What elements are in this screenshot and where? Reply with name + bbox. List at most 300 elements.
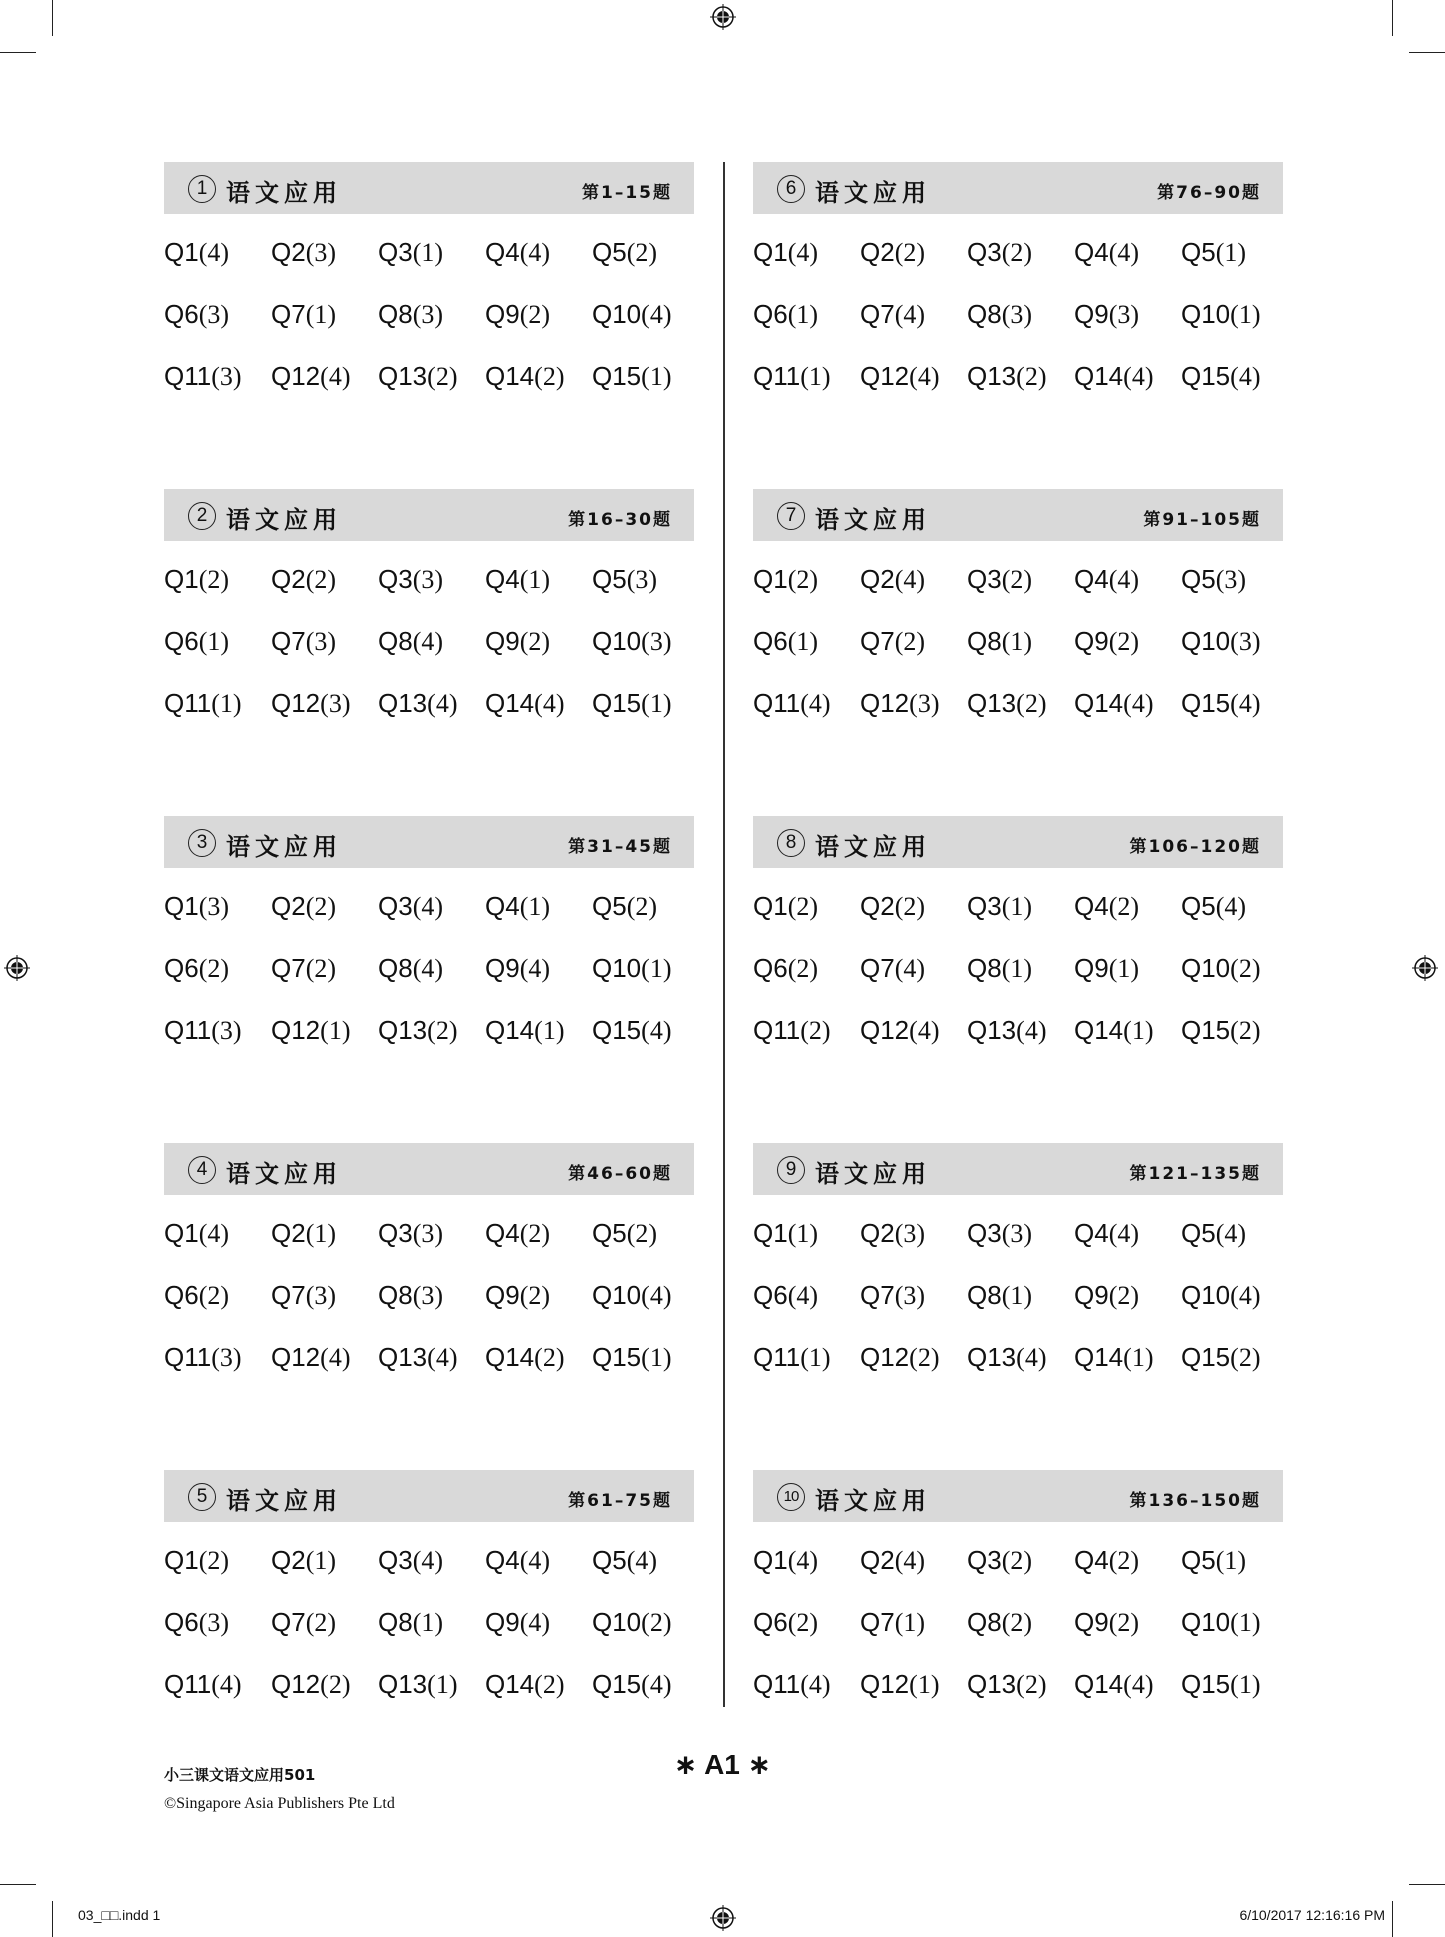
question-number: Q15 <box>1181 1669 1231 1699</box>
answer-item <box>592 296 699 333</box>
answer-item <box>753 1339 860 1376</box>
answer-choice: 4 <box>1024 1016 1038 1045</box>
question-range: 第121–135题 <box>1129 1164 1261 1184</box>
answer-parens: (4) <box>1108 238 1140 267</box>
answer-item <box>1074 685 1181 722</box>
answer-parens: (1) <box>641 689 672 718</box>
question-number: Q14 <box>1074 1015 1124 1045</box>
answer-choice: 2 <box>917 1343 931 1372</box>
answer-item <box>485 358 592 395</box>
question-number: Q14 <box>1074 1669 1124 1699</box>
answer-parens: (1) <box>641 362 672 391</box>
answer-choice: 1 <box>1010 1281 1024 1310</box>
answer-parens: (3) <box>305 238 337 267</box>
answer-choice: 2 <box>207 565 221 594</box>
answer-choice: 2 <box>314 1608 328 1637</box>
answer-parens: (2) <box>641 1608 672 1637</box>
answer-parens: (4) <box>1016 1016 1047 1045</box>
answer-choice: 2 <box>328 1670 342 1699</box>
question-number: Q13 <box>378 1015 428 1045</box>
answer-choice: 2 <box>207 1546 221 1575</box>
question-number: Q11 <box>164 361 212 391</box>
answer-choice: 4 <box>649 1016 663 1045</box>
question-number: Q1 <box>164 1218 199 1248</box>
question-number: Q5 <box>592 564 627 594</box>
answer-parens: (2) <box>1016 1670 1047 1699</box>
answer-choice: 1 <box>1010 627 1024 656</box>
answer-item <box>967 685 1074 722</box>
section-title: 语文应用 <box>815 179 931 207</box>
answer-choice: 4 <box>1238 362 1252 391</box>
question-number: Q12 <box>860 1015 910 1045</box>
question-number: Q3 <box>967 564 1002 594</box>
answer-item <box>378 950 485 987</box>
question-number: Q10 <box>1181 1280 1231 1310</box>
answer-section <box>753 162 1283 395</box>
slug-timestamp: 6/10/2017 12:16:16 PM <box>1239 1907 1385 1923</box>
answer-parens: (4) <box>787 238 819 267</box>
answer-parens: (1) <box>1215 1546 1247 1575</box>
answer-choice: 3 <box>1238 627 1252 656</box>
answer-choice: 4 <box>528 1608 542 1637</box>
question-range: 第46–60题 <box>568 1164 672 1184</box>
question-number: Q6 <box>753 299 788 329</box>
answer-item <box>592 685 699 722</box>
answer-item <box>164 1012 271 1049</box>
question-number: Q6 <box>164 1280 199 1310</box>
answer-parens: (2) <box>198 1281 230 1310</box>
answer-section <box>753 816 1283 1049</box>
answer-item <box>753 1277 860 1314</box>
answer-item <box>271 1012 378 1049</box>
answer-item <box>860 1666 967 1703</box>
question-number: Q8 <box>967 626 1002 656</box>
answer-item <box>1181 1666 1288 1703</box>
question-number: Q6 <box>164 953 199 983</box>
question-number: Q13 <box>378 688 428 718</box>
answer-item <box>271 685 378 722</box>
answer-item <box>485 1542 592 1579</box>
answer-item <box>967 1012 1074 1049</box>
question-number: Q12 <box>271 361 321 391</box>
answer-choice: 3 <box>219 362 233 391</box>
answer-item <box>1074 1339 1181 1376</box>
answer-parens: (4) <box>800 1670 831 1699</box>
answer-item <box>592 561 699 598</box>
section-header <box>164 1143 694 1195</box>
registration-mark-icon <box>710 1905 736 1931</box>
answer-choice: 2 <box>542 1343 556 1372</box>
answer-parens: (1) <box>1123 1343 1154 1372</box>
answer-item <box>271 623 378 660</box>
question-number: Q1 <box>164 237 199 267</box>
answer-item <box>1181 685 1288 722</box>
crop-mark <box>1392 1901 1393 1937</box>
answer-choice: 2 <box>903 238 917 267</box>
answer-parens: (3) <box>198 1608 230 1637</box>
section-title: 语文应用 <box>815 1160 931 1188</box>
answer-parens: (3) <box>320 689 351 718</box>
answer-parens: (1) <box>412 1608 444 1637</box>
answer-parens: (4) <box>412 627 444 656</box>
slug-filename: 03_□□.indd 1 <box>78 1907 161 1923</box>
answer-item <box>967 1604 1074 1641</box>
question-number: Q13 <box>378 1342 428 1372</box>
answer-parens: (1) <box>1001 892 1033 921</box>
answer-parens: (1) <box>1230 1670 1261 1699</box>
question-number: Q13 <box>967 361 1017 391</box>
crop-mark <box>52 1901 53 1937</box>
answer-parens: (3) <box>412 300 444 329</box>
question-number: Q11 <box>164 1015 212 1045</box>
section-header <box>753 1470 1283 1522</box>
answer-item <box>967 1215 1074 1252</box>
answer-parens: (2) <box>1001 1546 1033 1575</box>
answer-item <box>1074 950 1181 987</box>
question-number: Q3 <box>967 891 1002 921</box>
question-number: Q9 <box>1074 1607 1109 1637</box>
crop-mark <box>1409 1884 1445 1885</box>
question-number: Q10 <box>1181 1607 1231 1637</box>
answer-parens: (4) <box>1123 362 1154 391</box>
answer-choice: 4 <box>207 1219 221 1248</box>
question-range: 第76–90题 <box>1157 183 1261 203</box>
question-number: Q12 <box>271 1669 321 1699</box>
answer-choice: 4 <box>1131 689 1145 718</box>
answer-item <box>860 685 967 722</box>
answer-item <box>485 1666 592 1703</box>
question-number: Q8 <box>378 626 413 656</box>
question-number: Q4 <box>485 564 520 594</box>
answer-choice: 3 <box>649 627 663 656</box>
answer-item <box>164 1277 271 1314</box>
question-number: Q5 <box>1181 1218 1216 1248</box>
answer-parens: (2) <box>787 954 819 983</box>
section-header <box>164 1470 694 1522</box>
answer-item <box>271 1339 378 1376</box>
question-number: Q15 <box>592 1669 642 1699</box>
answer-parens: (3) <box>1230 627 1261 656</box>
answer-choice: 3 <box>314 238 328 267</box>
question-number: Q2 <box>271 1545 306 1575</box>
question-number: Q12 <box>271 688 321 718</box>
answer-item <box>1074 1666 1181 1703</box>
question-number: Q4 <box>485 891 520 921</box>
answer-choice: 4 <box>528 1546 542 1575</box>
question-number: Q1 <box>753 564 788 594</box>
answer-item <box>753 234 860 271</box>
answer-choice: 2 <box>796 892 810 921</box>
answer-item <box>1181 888 1288 925</box>
question-number: Q9 <box>1074 626 1109 656</box>
answer-item <box>860 623 967 660</box>
answer-parens: (3) <box>1001 300 1033 329</box>
answer-choice: 2 <box>1010 565 1024 594</box>
question-number: Q7 <box>860 1280 895 1310</box>
answer-choice: 2 <box>542 1670 556 1699</box>
question-range: 第1–15题 <box>582 183 672 203</box>
question-number: Q7 <box>860 626 895 656</box>
answer-parens: (2) <box>1016 362 1047 391</box>
answer-item <box>967 623 1074 660</box>
answer-section <box>753 489 1283 722</box>
answer-parens: (4) <box>894 1546 926 1575</box>
answer-choice: 1 <box>421 238 435 267</box>
answer-section <box>164 162 694 395</box>
question-number: Q8 <box>967 299 1002 329</box>
answer-choice: 4 <box>917 1016 931 1045</box>
answer-item <box>860 888 967 925</box>
answer-parens: (3) <box>1001 1219 1033 1248</box>
answer-parens: (1) <box>305 1219 337 1248</box>
book-title: 小三课文语文应用501 <box>164 1766 316 1784</box>
question-number: Q4 <box>1074 237 1109 267</box>
question-number: Q4 <box>1074 1545 1109 1575</box>
question-number: Q7 <box>271 1607 306 1637</box>
answer-choice: 4 <box>808 689 822 718</box>
answer-choice: 2 <box>1010 238 1024 267</box>
answer-parens: (2) <box>427 362 458 391</box>
answer-item <box>271 888 378 925</box>
answer-parens: (1) <box>641 1343 672 1372</box>
answer-parens: (1) <box>909 1670 940 1699</box>
answer-item <box>753 888 860 925</box>
answer-choice: 3 <box>219 1016 233 1045</box>
answer-choice: 3 <box>219 1343 233 1372</box>
question-range: 第61–75题 <box>568 1491 672 1511</box>
answer-parens: (1) <box>800 1343 831 1372</box>
answer-choice: 1 <box>808 1343 822 1372</box>
answer-item <box>1074 1542 1181 1579</box>
question-number: Q3 <box>967 1218 1002 1248</box>
answer-item <box>485 234 592 271</box>
answer-item <box>164 1215 271 1252</box>
answer-parens: (3) <box>894 1219 926 1248</box>
answer-item <box>592 1277 699 1314</box>
answer-choice: 4 <box>1131 1670 1145 1699</box>
answer-parens: (1) <box>211 689 242 718</box>
answer-parens: (1) <box>1001 1281 1033 1310</box>
answer-item <box>271 1666 378 1703</box>
copyright: ©Singapore Asia Publishers Pte Ltd <box>164 1795 395 1812</box>
question-number: Q9 <box>485 299 520 329</box>
question-number: Q6 <box>164 1607 199 1637</box>
question-range: 第136–150题 <box>1129 1491 1261 1511</box>
answer-parens: (2) <box>305 1608 337 1637</box>
answer-item <box>967 296 1074 333</box>
answer-parens: (1) <box>305 1546 337 1575</box>
answer-item <box>1181 296 1288 333</box>
answer-parens: (2) <box>519 1281 551 1310</box>
question-number: Q5 <box>592 891 627 921</box>
answer-item <box>592 888 699 925</box>
answer-choice: 2 <box>1117 892 1131 921</box>
answer-choice: 2 <box>796 1608 810 1637</box>
question-number: Q11 <box>753 361 801 391</box>
answer-item <box>1181 1215 1288 1252</box>
answer-choice: 2 <box>314 892 328 921</box>
answer-choice: 4 <box>903 565 917 594</box>
question-number: Q15 <box>592 1015 642 1045</box>
answer-parens: (3) <box>894 1281 926 1310</box>
question-number: Q5 <box>1181 564 1216 594</box>
answer-choice: 4 <box>435 689 449 718</box>
question-number: Q15 <box>1181 1015 1231 1045</box>
answer-parens: (3) <box>211 1016 242 1045</box>
answer-item <box>860 234 967 271</box>
answer-item <box>485 1277 592 1314</box>
answer-item <box>378 1277 485 1314</box>
answer-item <box>1181 358 1288 395</box>
answer-parens: (2) <box>519 300 551 329</box>
answer-parens: (2) <box>198 954 230 983</box>
answer-item <box>271 1277 378 1314</box>
answer-choice: 4 <box>1117 1219 1131 1248</box>
question-number: Q8 <box>967 953 1002 983</box>
answer-parens: (1) <box>787 300 819 329</box>
answer-choice: 1 <box>796 1219 810 1248</box>
answer-item <box>378 358 485 395</box>
question-number: Q3 <box>967 1545 1002 1575</box>
answer-parens: (1) <box>427 1670 458 1699</box>
answer-parens: (2) <box>894 627 926 656</box>
question-number: Q7 <box>860 1607 895 1637</box>
answer-choice: 2 <box>528 300 542 329</box>
answer-item <box>1181 1277 1288 1314</box>
answer-choice: 1 <box>314 300 328 329</box>
answer-parens: (1) <box>534 1016 565 1045</box>
answer-parens: (2) <box>787 892 819 921</box>
section-number: 7 <box>777 502 805 530</box>
answer-item <box>1074 1604 1181 1641</box>
answer-choice: 2 <box>796 954 810 983</box>
answer-choice: 2 <box>903 627 917 656</box>
answer-choice: 2 <box>1024 1670 1038 1699</box>
answer-choice: 1 <box>796 300 810 329</box>
answer-choice: 3 <box>1010 1219 1024 1248</box>
answer-parens: (4) <box>894 954 926 983</box>
answer-item <box>592 1542 699 1579</box>
answer-item <box>164 888 271 925</box>
answer-parens: (3) <box>1108 300 1140 329</box>
answer-choice: 4 <box>903 1546 917 1575</box>
answer-choice: 4 <box>917 362 931 391</box>
answer-item <box>592 358 699 395</box>
answer-item <box>485 1604 592 1641</box>
section-number: 1 <box>188 175 216 203</box>
section-title: 语文应用 <box>226 1487 342 1515</box>
section-title: 语文应用 <box>815 1487 931 1515</box>
question-number: Q4 <box>485 1218 520 1248</box>
question-number: Q1 <box>753 1218 788 1248</box>
answer-parens: (4) <box>412 1546 444 1575</box>
question-number: Q7 <box>271 299 306 329</box>
answer-choice: 2 <box>207 1281 221 1310</box>
answer-choice: 3 <box>1224 565 1238 594</box>
answer-choice: 4 <box>1131 362 1145 391</box>
question-number: Q12 <box>860 688 910 718</box>
answer-item <box>860 1277 967 1314</box>
answer-parens: (2) <box>1108 1608 1140 1637</box>
answer-parens: (4) <box>1215 892 1247 921</box>
answer-parens: (4) <box>320 1343 351 1372</box>
answer-item <box>164 685 271 722</box>
question-number: Q4 <box>1074 564 1109 594</box>
answer-item <box>485 623 592 660</box>
answer-choice: 2 <box>1024 689 1038 718</box>
answer-parens: (1) <box>787 627 819 656</box>
answer-parens: (2) <box>320 1670 351 1699</box>
answer-choice: 2 <box>542 362 556 391</box>
answer-item <box>164 234 271 271</box>
answer-item <box>753 561 860 598</box>
question-number: Q6 <box>164 299 199 329</box>
answer-choice: 4 <box>649 300 663 329</box>
question-number: Q1 <box>753 1545 788 1575</box>
question-number: Q11 <box>164 688 212 718</box>
section-header <box>753 162 1283 214</box>
answer-item <box>271 1215 378 1252</box>
answer-choice: 4 <box>421 892 435 921</box>
registration-mark-icon <box>710 4 736 30</box>
question-number: Q10 <box>592 626 642 656</box>
answer-item <box>1074 888 1181 925</box>
answer-parens: (4) <box>800 689 831 718</box>
answer-item <box>967 358 1074 395</box>
answer-parens: (2) <box>1001 565 1033 594</box>
section-title: 语文应用 <box>815 833 931 861</box>
answer-choice: 2 <box>207 954 221 983</box>
answer-item <box>485 888 592 925</box>
question-number: Q1 <box>164 564 199 594</box>
answer-item <box>1074 234 1181 271</box>
answer-item <box>271 1604 378 1641</box>
answer-choice: 2 <box>903 892 917 921</box>
answer-parens: (2) <box>305 565 337 594</box>
answer-item <box>378 1604 485 1641</box>
section-header <box>753 1143 1283 1195</box>
answer-item <box>164 950 271 987</box>
answer-grid <box>753 1542 1283 1703</box>
answer-parens: (3) <box>412 565 444 594</box>
answer-grid <box>753 888 1283 1049</box>
answer-parens: (3) <box>626 565 658 594</box>
answer-parens: (2) <box>909 1343 940 1372</box>
column-divider <box>723 162 725 1707</box>
answer-choice: 4 <box>528 954 542 983</box>
answer-choice: 2 <box>808 1016 822 1045</box>
answer-choice: 1 <box>1238 1670 1252 1699</box>
answer-grid <box>164 1542 694 1703</box>
answer-choice: 3 <box>917 689 931 718</box>
answer-choice: 1 <box>903 1608 917 1637</box>
question-number: Q10 <box>592 953 642 983</box>
answer-parens: (4) <box>1123 1670 1154 1699</box>
question-number: Q5 <box>1181 1545 1216 1575</box>
question-number: Q9 <box>485 1607 520 1637</box>
answer-choice: 1 <box>649 362 663 391</box>
question-number: Q15 <box>592 1342 642 1372</box>
answer-item <box>378 685 485 722</box>
question-number: Q12 <box>271 1015 321 1045</box>
answer-choice: 1 <box>1117 954 1131 983</box>
answer-parens: (2) <box>1001 1608 1033 1637</box>
answer-item <box>967 950 1074 987</box>
answer-parens: (4) <box>320 362 351 391</box>
answer-item <box>1074 358 1181 395</box>
answer-parens: (1) <box>412 238 444 267</box>
answer-choice: 1 <box>328 1016 342 1045</box>
